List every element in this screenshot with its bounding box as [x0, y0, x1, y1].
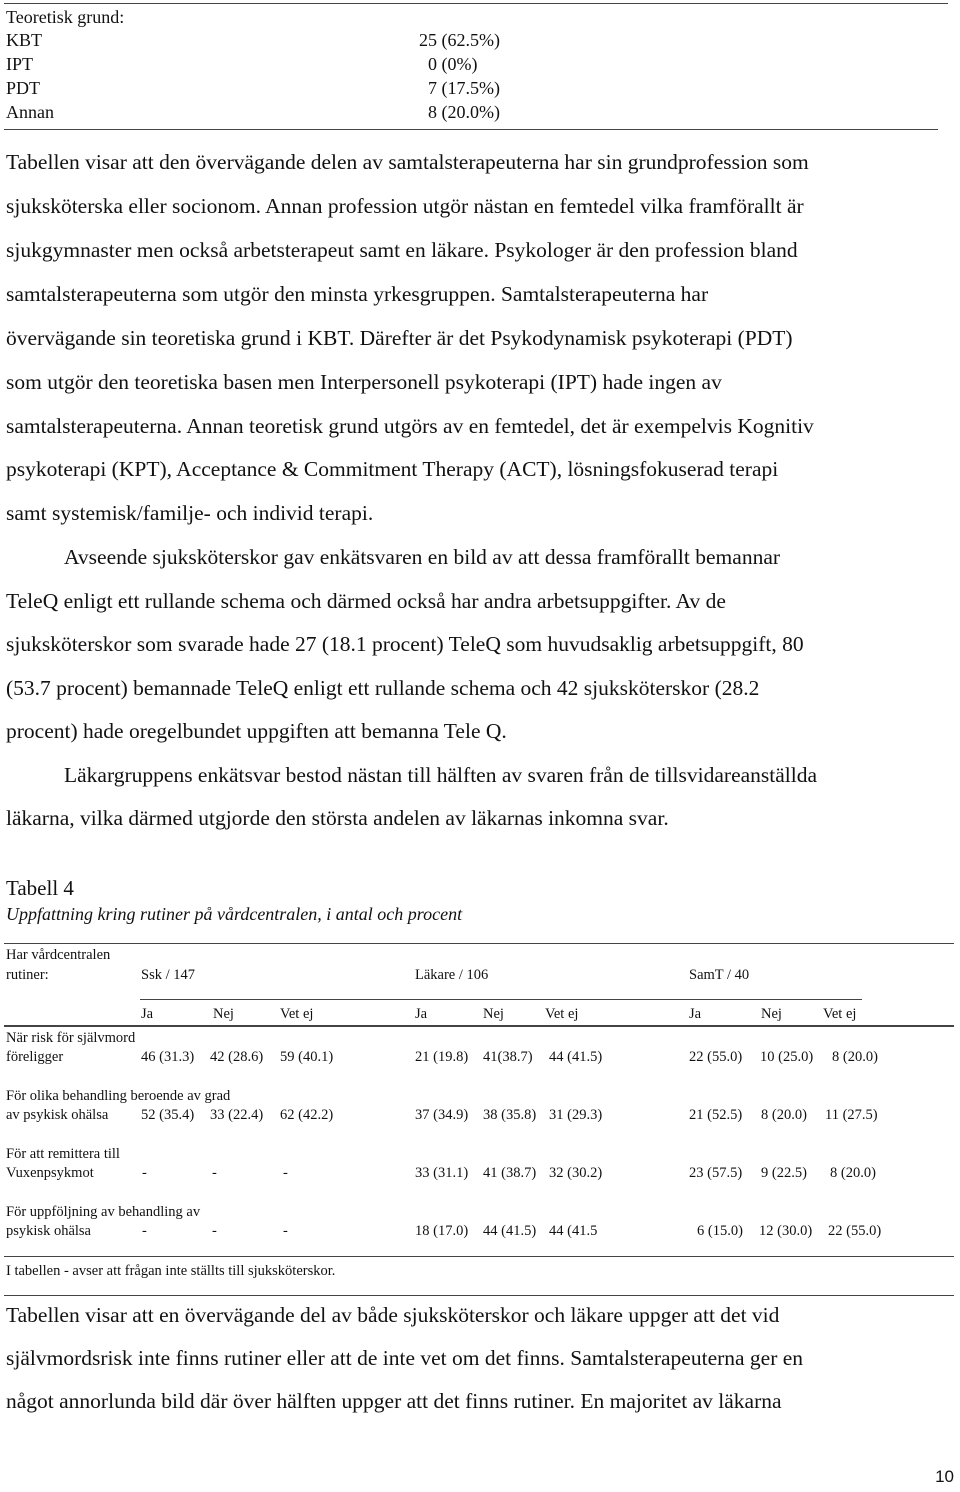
theory-label-pdt: PDT	[6, 78, 41, 98]
paragraph-line: Tabellen visar att en övervägande del av både sjuksköterskor och läkare uppger att det vid	[6, 1303, 780, 1327]
paragraph-line: Läkargruppens enkätsvar bestod nästan till hälften av svaren från de tillsvidareanställda	[64, 763, 818, 787]
cell: 6 (15.0)	[697, 1223, 743, 1239]
cell: 18 (17.0)	[415, 1223, 469, 1239]
cell: 32 (30.2)	[549, 1165, 603, 1181]
row-label: För olika behandling beroende av grad	[6, 1088, 231, 1104]
paragraph-line: självmordsrisk inte finns rutiner eller att de inte vet om det finns. Samtalsterapeuterna ger en	[6, 1346, 804, 1370]
cell: -	[283, 1223, 288, 1239]
table-4-title: Tabell 4	[6, 876, 74, 900]
paragraph-line: sjukgymnaster men också arbetsterapeut samt en läkare. Psykologer är den profession bland	[6, 238, 798, 262]
cell: 21 (52.5)	[689, 1107, 743, 1123]
paragraph-line: övervägande sin teoretiska grund i KBT. Därefter är det Psykodynamisk psykoterapi (PDT)	[6, 326, 793, 350]
cell: 8 (20.0)	[830, 1165, 876, 1181]
cell: 8 (20.0)	[761, 1107, 807, 1123]
theory-value-pdt: 7 (17.5%)	[428, 78, 500, 98]
paragraph-line: sjuksköterskor som svarade hade 27 (18.1 procent) TeleQ som huvudsaklig arbetsuppgift, 80	[6, 632, 804, 656]
cell: 9 (22.5)	[761, 1165, 807, 1181]
cell: 62 (42.2)	[280, 1107, 334, 1123]
group-header-ssk: Ssk / 147	[141, 967, 195, 983]
cell: -	[212, 1165, 217, 1181]
theory-value-kbt: 25 (62.5%)	[419, 30, 500, 50]
table-4-header-rule	[4, 1025, 954, 1027]
theory-label-kbt: KBT	[6, 30, 42, 50]
cell: 12 (30.0)	[759, 1223, 813, 1239]
top-rule	[4, 3, 948, 4]
row-label: För uppföljning av behandling av	[6, 1204, 201, 1220]
table-4-head-label: Har vårdcentralen	[6, 947, 111, 963]
row-label: När risk för självmord	[6, 1030, 136, 1046]
table-4-footnote: I tabellen - avser att frågan inte ställts till sjuksköterskor.	[6, 1263, 336, 1279]
theory-value-annan: 8 (20.0%)	[428, 102, 500, 122]
paragraph-line: sjuksköterska eller socionom. Annan profession utgör nästan en femtedel vilka framförallt är	[6, 194, 804, 218]
subheader-vet-ej: Vet ej	[823, 1006, 857, 1022]
subheader-vet-ej: Vet ej	[545, 1006, 579, 1022]
cell: 59 (40.1)	[280, 1049, 334, 1065]
paragraph-line: något annorlunda bild där över hälften uppger att det finns rutiner. En majoritet av läkarna	[6, 1389, 782, 1413]
paragraph-line: (53.7 procent) bemannade TeleQ enligt ett rullande schema och 42 sjuksköterskor (28.2	[6, 676, 760, 700]
cell: -	[283, 1165, 288, 1181]
cell: 38 (35.8)	[483, 1107, 537, 1123]
subheader-nej: Nej	[483, 1006, 504, 1022]
cell: 8 (20.0)	[832, 1049, 878, 1065]
cell: 52 (35.4)	[141, 1107, 195, 1123]
subheader-ja: Ja	[141, 1006, 154, 1022]
cell: 41 (38.7)	[483, 1165, 537, 1181]
table-4-footnote-rule	[4, 1295, 954, 1296]
row-label: föreligger	[6, 1049, 64, 1065]
top-table-bottom-rule	[4, 129, 938, 130]
cell: -	[142, 1165, 147, 1181]
cell: 21 (19.8)	[415, 1049, 469, 1065]
cell: 46 (31.3)	[141, 1049, 195, 1065]
subheader-vet-ej: Vet ej	[280, 1006, 314, 1022]
cell: 10 (25.0)	[760, 1049, 814, 1065]
page-number: 10	[935, 1467, 954, 1486]
paragraph-line: Avseende sjuksköterskor gav enkätsvaren en bild av att dessa framförallt bemannar	[64, 545, 781, 569]
cell: 22 (55.0)	[828, 1223, 882, 1239]
theory-label-ipt: IPT	[6, 54, 33, 74]
table-4-bottom-rule	[4, 1256, 954, 1257]
cell: 42 (28.6)	[210, 1049, 264, 1065]
cell: 23 (57.5)	[689, 1165, 743, 1181]
cell: 33 (22.4)	[210, 1107, 264, 1123]
subheader-nej: Nej	[213, 1006, 234, 1022]
paragraph-line: som utgör den teoretiska basen men Interpersonell psykoterapi (IPT) hade ingen av	[6, 370, 722, 394]
cell: 22 (55.0)	[689, 1049, 743, 1065]
subheader-nej: Nej	[761, 1006, 782, 1022]
cell: 44 (41.5	[549, 1223, 598, 1239]
group-header-samt: SamT / 40	[689, 967, 750, 983]
cell: 37 (34.9)	[415, 1107, 469, 1123]
table-4-subtitle: Uppfattning kring rutiner på vårdcentralen, i antal och procent	[6, 904, 463, 924]
cell: 33 (31.1)	[415, 1165, 469, 1181]
cell: 41(38.7)	[483, 1049, 533, 1065]
subheader-ja: Ja	[689, 1006, 702, 1022]
paragraph-line: samtalsterapeuterna som utgör den minsta yrkesgruppen. Samtalsterapeuterna har	[6, 282, 709, 306]
paragraph-line: psykoterapi (KPT), Acceptance & Commitment Therapy (ACT), lösningsfokuserad terapi	[6, 457, 779, 481]
paragraph-line: TeleQ enligt ett rullande schema och därmed också har andra arbetsuppgifter. Av de	[6, 589, 726, 613]
cell: 44 (41.5)	[549, 1049, 603, 1065]
theory-heading: Teoretisk grund:	[6, 7, 125, 27]
cell: -	[142, 1223, 147, 1239]
paragraph-line: läkarna, vilka därmed utgjorde den största andelen av läkarnas inkomna svar.	[6, 806, 669, 830]
paragraph-line: samtalsterapeuterna. Annan teoretisk grund utgörs av en femtedel, det är exempelvis Kognitiv	[6, 414, 814, 438]
row-label: För att remittera till	[6, 1146, 120, 1162]
paragraph-line: samt systemisk/familje- och individ terapi.	[6, 501, 374, 525]
row-label: psykisk ohälsa	[6, 1223, 91, 1239]
row-label: av psykisk ohälsa	[6, 1107, 109, 1123]
cell: 11 (27.5)	[825, 1107, 878, 1123]
theory-label-annan: Annan	[6, 102, 54, 122]
table-4-top-rule	[4, 943, 954, 944]
row-label: Vuxenpsykmot	[6, 1165, 94, 1181]
cell: 44 (41.5)	[483, 1223, 537, 1239]
table-4-head-label: rutiner:	[6, 967, 49, 983]
table-4-sub-rule	[140, 999, 862, 1000]
paragraph-line: procent) hade oregelbundet uppgiften att bemanna Tele Q.	[6, 719, 507, 743]
cell: -	[212, 1223, 217, 1239]
theory-value-ipt: 0 (0%)	[428, 54, 478, 74]
paragraph-line: Tabellen visar att den övervägande delen av samtalsterapeuterna har sin grundprofession som	[6, 150, 809, 174]
group-header-lakare: Läkare / 106	[415, 967, 489, 983]
subheader-ja: Ja	[415, 1006, 428, 1022]
cell: 31 (29.3)	[549, 1107, 603, 1123]
